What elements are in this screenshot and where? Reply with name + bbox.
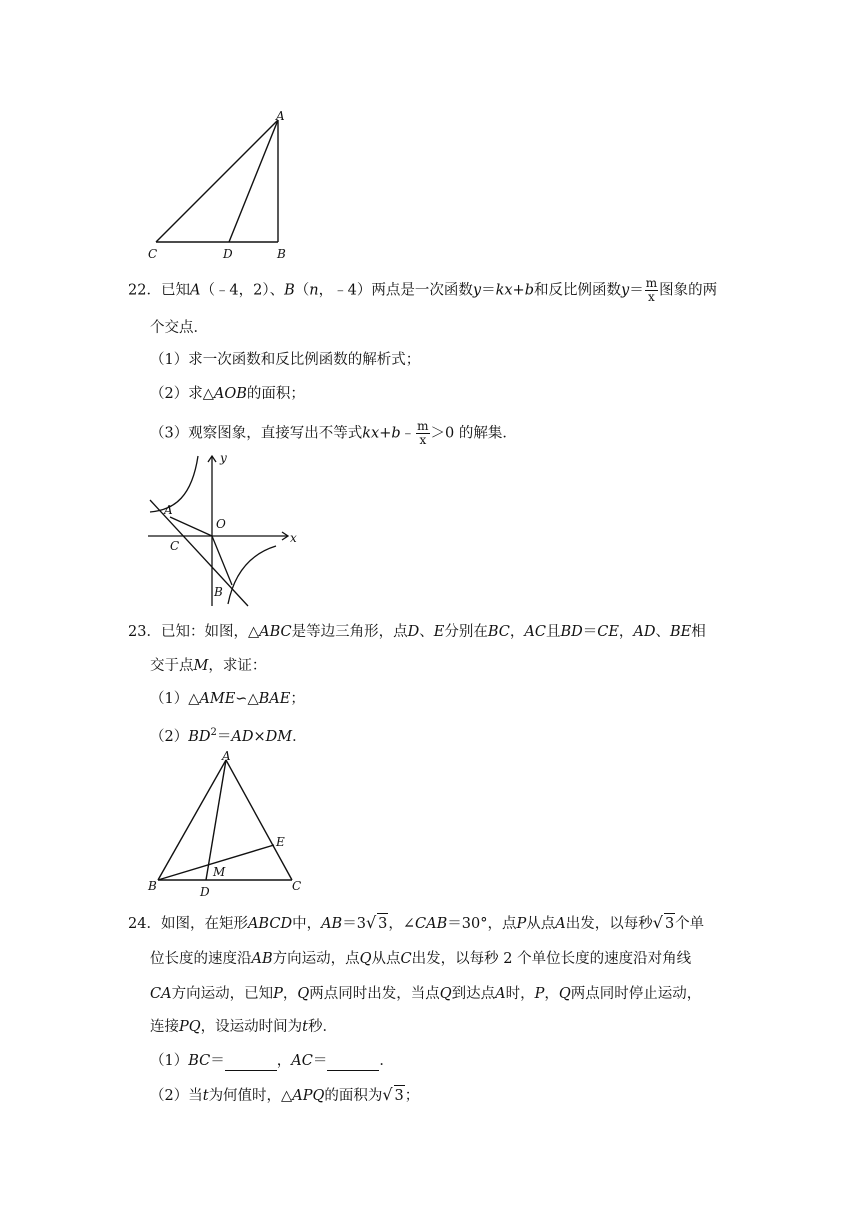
label-B: B: [214, 585, 223, 599]
label-A: A: [164, 503, 173, 517]
q24-number: 24．: [128, 916, 161, 932]
q23-line2: 交于点M，求证：: [150, 658, 267, 674]
q24-line1: 24．如图，在矩形ABCD中，AB＝3√ 3，∠CAB＝30°，点P从点A出发，以每秒√ 3个单: [128, 913, 705, 932]
figure-q22-graph: [140, 452, 310, 608]
answer-blank-bc[interactable]: [225, 1056, 277, 1071]
label-D: D: [200, 885, 210, 898]
q22-part3: （3）观察图象，直接写出不等式kx+b﹣ $\frac{m}{x}$ ＞0 的解集．: [150, 419, 517, 447]
label-D: D: [223, 247, 233, 261]
label-B: B: [148, 879, 157, 893]
q24-line2: 位长度的速度沿AB方向运动，点Q从点C出发，以每秒 2 个单位长度的速度沿对角线: [150, 951, 692, 967]
q23-part2: $(2)BD^2=AD\times DM$．: [150, 727, 307, 745]
label-A: A: [276, 109, 285, 123]
q24-line4: 连接PQ，设运动时间为t秒．: [150, 1019, 337, 1035]
label-M: M: [213, 865, 226, 879]
label-C: C: [170, 539, 180, 553]
answer-blank-ac[interactable]: [327, 1056, 379, 1071]
fraction-m-over-x: $\frac{m}{x}$: [645, 276, 658, 304]
q23-line1: 23．已知：如图，△ABC是等边三角形，点D、E分别在BC，AC且BD＝CE，AD、BE相: [128, 624, 706, 640]
q22-part2: （2）求△AOB的面积；: [150, 386, 305, 402]
q24-line3: CA方向运动，已知P，Q两点同时出发，当点Q到达点A时，P，Q两点同时停止运动，: [150, 986, 702, 1002]
label-E: E: [276, 835, 285, 849]
label-y: y: [220, 452, 227, 465]
q22-number: 22．: [128, 282, 161, 299]
label-B: B: [277, 247, 286, 261]
label-C: C: [148, 247, 158, 261]
figure-q21-triangle: [140, 108, 300, 264]
q22-part1: （1）求一次函数和反比例函数的解析式；: [150, 352, 421, 368]
sqrt-3: 3: [664, 913, 675, 934]
q24-part2: （2）当t为何值时，△APQ的面积为√ 3；: [150, 1085, 420, 1104]
sqrt-3: 3: [394, 1085, 405, 1106]
q22-line1: 22．已知A（﹣4，2）、B（n，﹣4）两点是一次函数y＝kx+b和反比例函数y＝ $\frac{m}{x}$ 图象的两: [128, 276, 718, 304]
q23-part1: （1）△AME∽△BAE；: [150, 691, 305, 707]
sqrt-3: 3: [377, 913, 388, 934]
fraction-m-over-x: $\frac{m}{x}$: [417, 419, 429, 447]
q24-part1: （1）BC＝ ，AC＝ ．: [150, 1053, 394, 1069]
q23-number: 23．: [128, 624, 161, 640]
label-A: A: [222, 749, 231, 763]
label-O: O: [216, 517, 226, 531]
label-C: C: [292, 879, 302, 893]
figure-q23-triangle: [140, 748, 320, 898]
q22-line2: 个交点．: [150, 320, 208, 336]
label-x: x: [290, 531, 297, 545]
